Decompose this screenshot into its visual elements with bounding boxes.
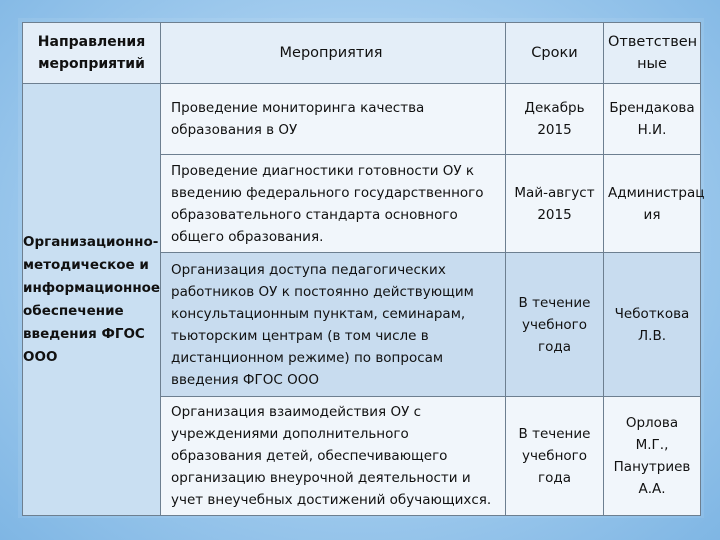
event-cell: Организация доступа педагогических работников ОУ к постоянно действующим консультационным пунктам, семинарам, тьюторским центрам (в том числе в дистанционном режиме) по вопросам введения ФГОС ООО (161, 253, 506, 397)
event-cell: Организация взаимодействия ОУ с учреждениями дополнительного образования детей, обеспечивающего организацию внеурочной деятельности и учет внеучебных достижений обучающихся. (161, 397, 506, 516)
term-cell: В течение учебного года (506, 397, 604, 516)
events-table (22, 22, 705, 516)
term-cell: Май-август 2015 (506, 155, 604, 253)
direction-cell: Организационно- методическое и информационное обеспечение введения ФГОС ООО (23, 84, 161, 516)
header-terms: Сроки (506, 23, 604, 84)
header-row (23, 23, 701, 84)
header-events: Мероприятия (161, 23, 506, 84)
responsible-cell: Брендакова Н.И. (604, 84, 701, 155)
term-cell: В течение учебного года (506, 253, 604, 397)
responsible-cell: Администрац ия (604, 155, 701, 253)
responsible-cell: Чеботкова Л.В. (604, 253, 701, 397)
table-row (23, 84, 701, 155)
header-directions: Направления мероприятий (23, 23, 161, 84)
event-cell: Проведение диагностики готовности ОУ к введению федерального государственного образовательного стандарта основного общего образования. (161, 155, 506, 253)
header-responsible: Ответствен ные (604, 23, 701, 84)
event-cell: Проведение мониторинга качества образования в ОУ (161, 84, 506, 155)
term-cell: Декабрь 2015 (506, 84, 604, 155)
responsible-cell: Орлова М.Г., Панутриев А.А. (604, 397, 701, 516)
